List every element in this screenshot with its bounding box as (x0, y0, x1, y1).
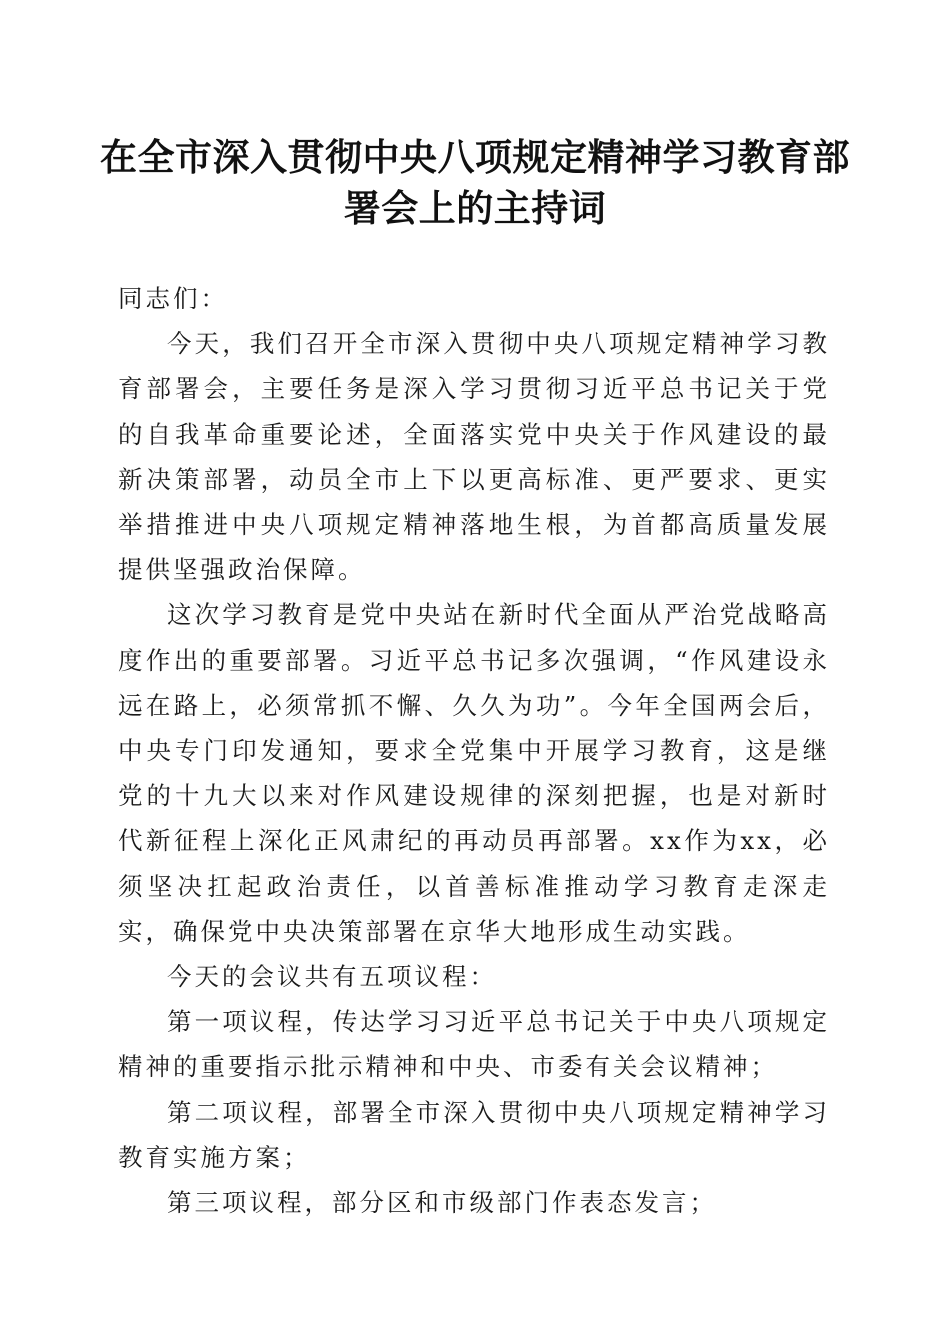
agenda-item-2: 第二项议程，部署全市深入贯彻中央八项规定精神学习教育实施方案； (118, 1097, 830, 1172)
paragraph-background: 这次学习教育是党中央站在新时代全面从严治党战略高度作出的重要部署。习近平总书记多次强调，“作风建设永远在路上，必须常抓不懈、久久为功”。今年全国两会后，中央专门印发通知，要求全党集中开展学习教育，这是继党的十九大以来对作风建设规律的深刻把握，也是对新时代新征程上深化正风肃纪的再动员再部署。xx作为xx，必须坚决扛起政治责任，以首善标准推动学习教育走深走实，确保党中央决策部署在京华大地形成生动实践。 (118, 600, 830, 946)
paragraph-agenda-intro: 今天的会议共有五项议程： (167, 962, 497, 992)
agenda-item-3: 第三项议程，部分区和市级部门作表态发言； (167, 1188, 717, 1218)
document-body (118, 276, 830, 1225)
agenda-item-1: 第一项议程，传达学习习近平总书记关于中央八项规定精神的重要指示批示精神和中央、市委有关会议精神； (118, 1007, 830, 1082)
salutation: 同志们： (118, 284, 228, 313)
document-title: 在全市深入贯彻中央八项规定精神学习教育部署会上的主持词 (100, 135, 850, 230)
paragraph-intro: 今天，我们召开全市深入贯彻中央八项规定精神学习教育部署会，主要任务是深入学习贯彻习近平总书记关于党的自我革命重要论述，全面落实党中央关于作风建设的最新决策部署，动员全市上下以更高标准、更严要求、更实举措推进中央八项规定精神落地生根，为首都高质量发展提供坚强政治保障。 (118, 329, 830, 585)
